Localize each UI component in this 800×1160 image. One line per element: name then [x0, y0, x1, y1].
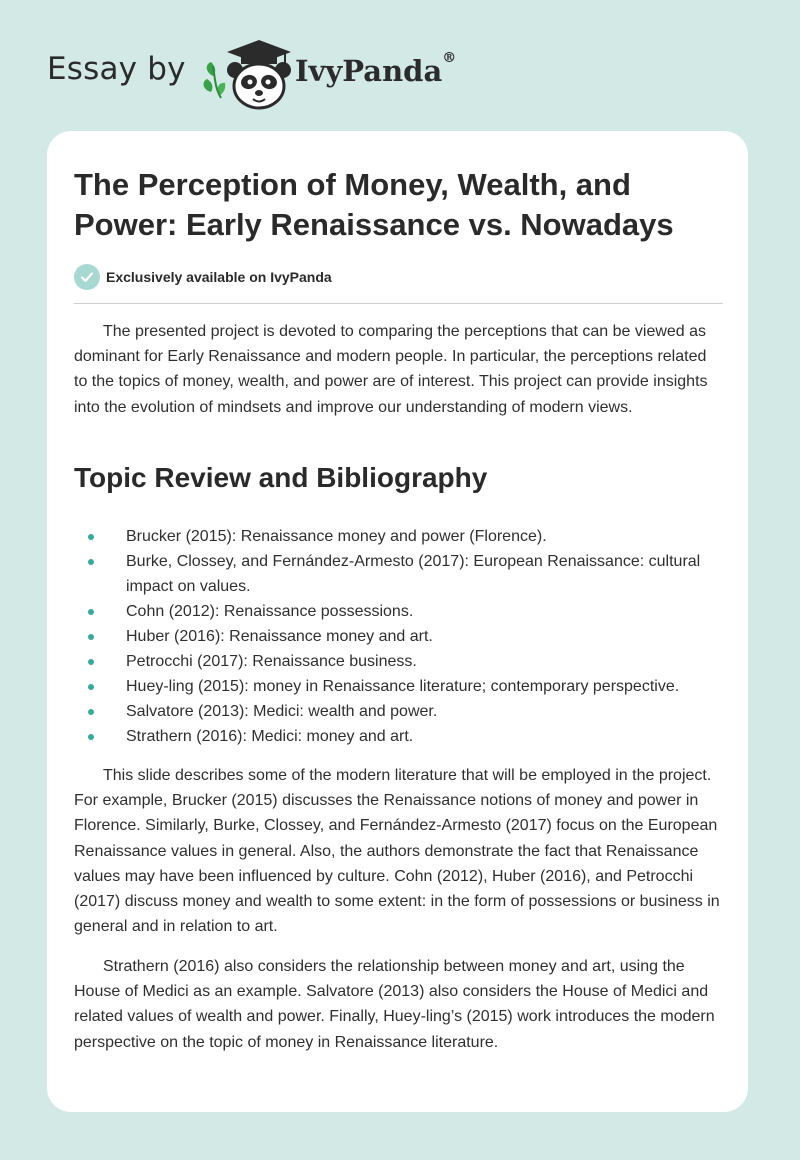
body-paragraph-3: Strathern (2016) also considers the relationship between money and art, using the House of Medici as an example. Salvatore (2013) also considers the House of Medici and related values of wealth and power. Finally, Huey-ling’s (2015) work introduces the modern perspective on the topic of money in Renaissance literature. — [74, 958, 715, 1051]
list-item — [74, 699, 724, 724]
bullet-icon — [88, 709, 94, 715]
list-item-text: Strathern (2016): Medici: money and art. — [126, 728, 414, 745]
bullet-icon — [88, 684, 94, 690]
bullet-icon — [88, 734, 94, 740]
brand-name[interactable] — [295, 50, 457, 88]
divider — [74, 303, 723, 304]
bibliography-list — [74, 524, 724, 749]
site-header — [47, 36, 547, 112]
list-item-text: Huey-ling (2015): money in Renaissance literature; contemporary perspective. — [126, 678, 680, 695]
list-item-text: Brucker (2015): Renaissance money and power (Florence). — [126, 528, 547, 545]
bullet-icon — [88, 559, 94, 565]
list-item-text: Salvatore (2013): Medici: wealth and power. — [126, 703, 438, 720]
article-title: The Perception of Money, Wealth, and Power: Early Renaissance vs. Nowadays — [74, 167, 674, 242]
list-item — [74, 599, 724, 624]
bullet-icon — [88, 609, 94, 615]
intro-paragraph: The presented project is devoted to comparing the perceptions that can be viewed as dominant for Early Renaissance and modern people. In particular, the perceptions related to the topics of money, wealth, and power are of interest. This project can provide insights into the evolution of mindsets and improve our understanding of modern views. — [74, 323, 708, 416]
article-card — [47, 131, 748, 1112]
panda-graduate-icon — [199, 36, 295, 112]
check-circle-icon — [74, 264, 100, 290]
list-item-text: Burke, Clossey, and Fernández-Armesto (2017): European Renaissance: cultural impact on values. — [126, 553, 701, 595]
list-item — [74, 724, 724, 749]
registered-mark: ® — [442, 50, 457, 66]
list-item-text: Cohn (2012): Renaissance possessions. — [126, 603, 414, 620]
list-item — [74, 649, 724, 674]
list-item — [74, 624, 724, 649]
list-item-text: Petrocchi (2017): Renaissance business. — [126, 653, 417, 670]
exclusive-label: Exclusively available on IvyPanda — [106, 269, 332, 285]
exclusive-badge — [74, 264, 332, 290]
brand-text: IvyPanda — [295, 54, 443, 88]
list-item — [74, 674, 724, 699]
bullet-icon — [88, 534, 94, 540]
list-item-text: Huber (2016): Renaissance money and art. — [126, 628, 433, 645]
bullet-icon — [88, 634, 94, 640]
bullet-icon — [88, 659, 94, 665]
section-heading: Topic Review and Bibliography — [74, 462, 488, 493]
body-paragraph-2: This slide describes some of the modern literature that will be employed in the project. For example, Brucker (2015) discusses the Renaissance notions of money and power in Florence. Similarly, Burke, Clossey, and Fernández-Armesto (2017) focus on the European Renaissance values in general. Also, the authors demonstrate the fact that Renaissance values may have been influenced by culture. Cohn (2012), Huber (2016), and Petrocchi (2017) discuss money and wealth to some extent: in the form of possessions or business in general and in relation to art. — [74, 767, 720, 936]
list-item — [74, 524, 724, 549]
essay-by-label: Essay by — [47, 51, 186, 87]
list-item — [74, 549, 724, 599]
